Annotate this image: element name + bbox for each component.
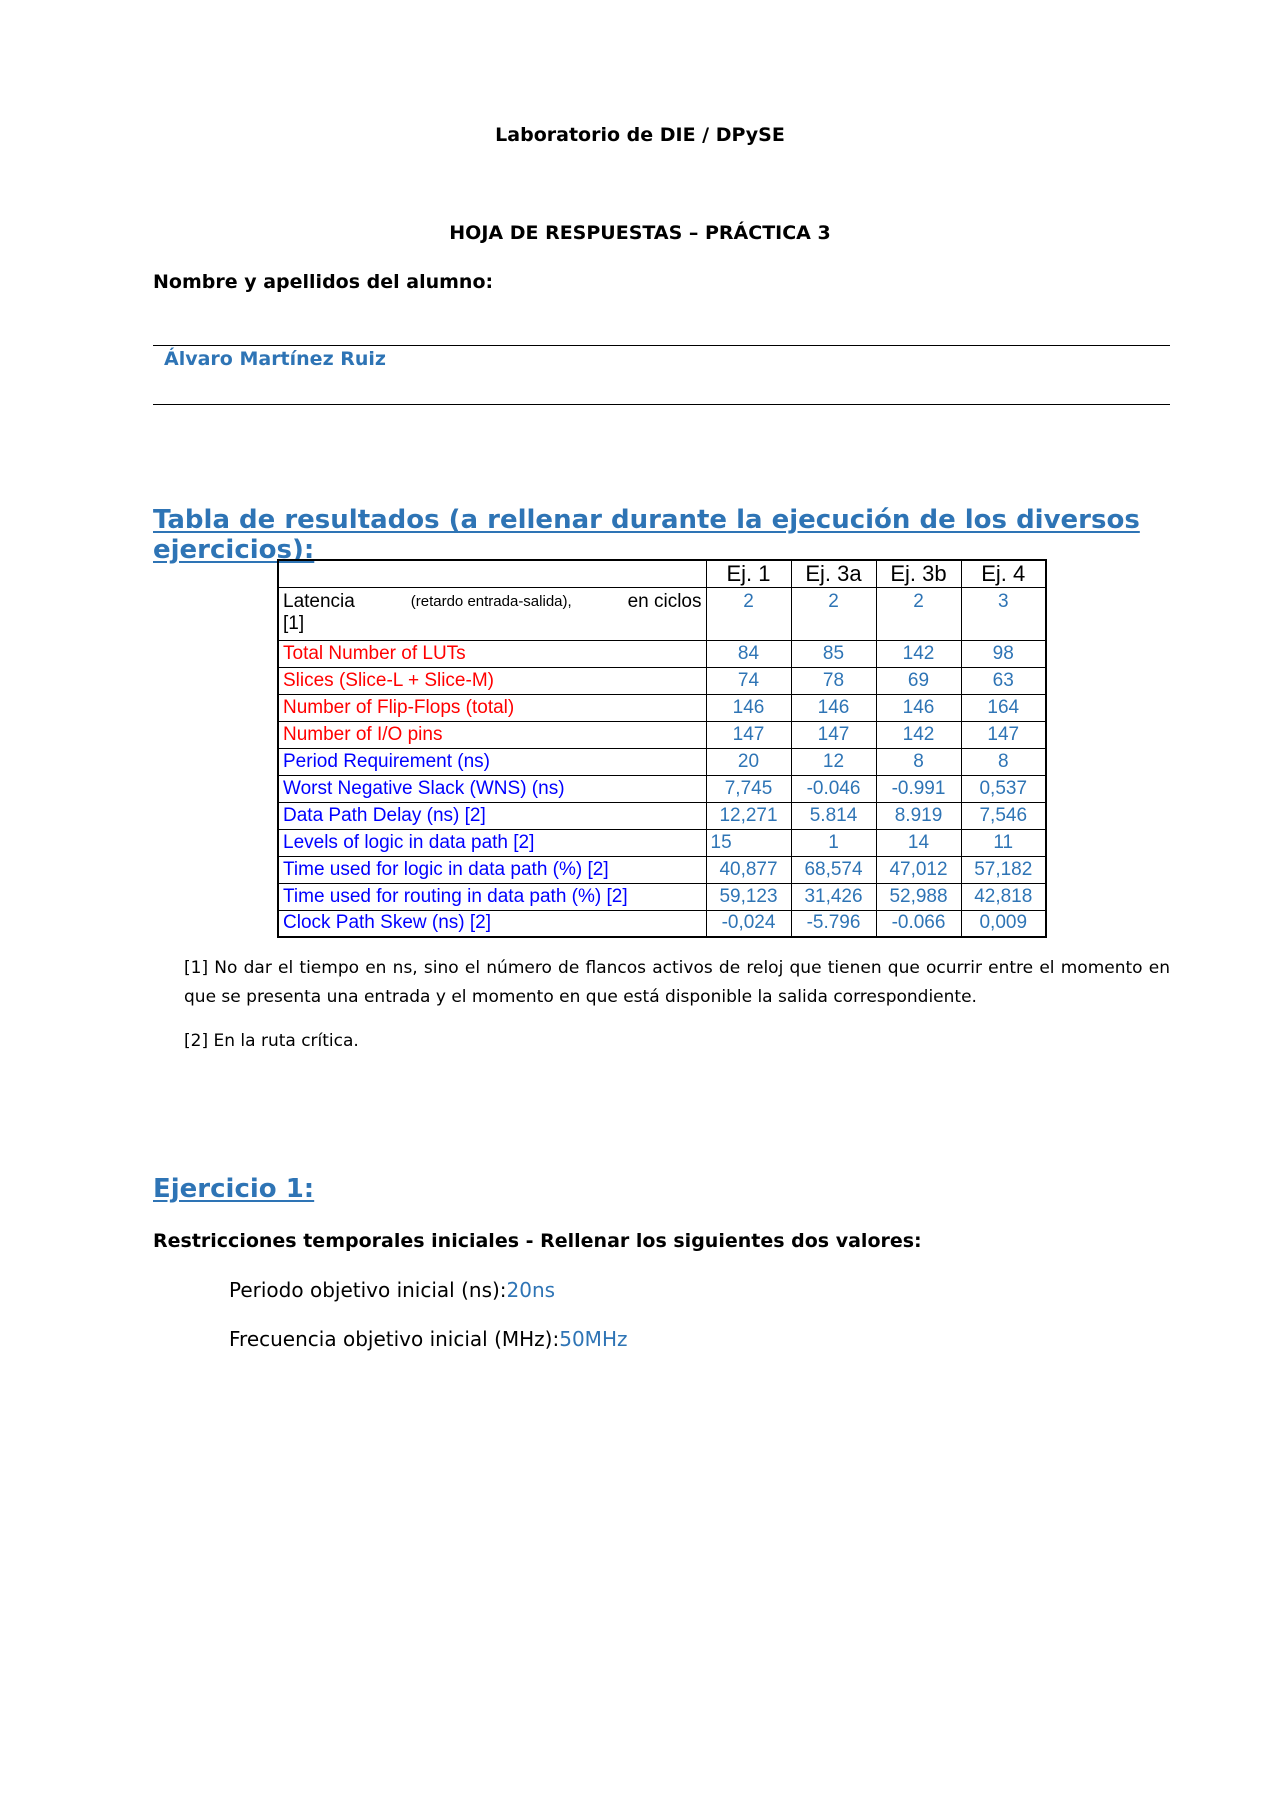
table-cell[interactable]: 142 <box>876 640 961 667</box>
table-cell[interactable]: 2 <box>791 587 876 640</box>
row-label-latency <box>278 587 706 640</box>
table-cell[interactable]: 142 <box>876 721 961 748</box>
table-cell[interactable]: 84 <box>706 640 791 667</box>
table-cell[interactable]: 69 <box>876 667 961 694</box>
table-header-row <box>278 560 1046 587</box>
table-row <box>278 640 1046 667</box>
table-row-latency <box>278 587 1046 640</box>
table-row <box>278 856 1046 883</box>
sheet-title: HOJA DE RESPUESTAS – PRÁCTICA 3 <box>449 222 831 244</box>
student-name-field[interactable]: Álvaro Martínez Ruiz <box>164 348 386 370</box>
table-cell[interactable]: 0,537 <box>961 775 1046 802</box>
table-cell[interactable]: 40,877 <box>706 856 791 883</box>
row-label: Slices (Slice-L + Slice-M) <box>278 667 706 694</box>
table-cell[interactable]: 11 <box>961 829 1046 856</box>
row-label: Number of I/O pins <box>278 721 706 748</box>
latency-label-paren: (retardo entrada-salida), <box>410 592 572 610</box>
table-cell[interactable]: 14 <box>876 829 961 856</box>
table-cell[interactable]: 146 <box>706 694 791 721</box>
results-table <box>277 559 1047 938</box>
table-cell[interactable]: 8 <box>961 748 1046 775</box>
table-cell[interactable]: 2 <box>706 587 791 640</box>
table-cell[interactable]: 78 <box>791 667 876 694</box>
table-cell[interactable]: 147 <box>791 721 876 748</box>
table-cell[interactable]: -0,024 <box>706 910 791 937</box>
table-row <box>278 829 1046 856</box>
row-label: Levels of logic in data path [2] <box>278 829 706 856</box>
table-cell[interactable]: -5.796 <box>791 910 876 937</box>
row-label: Worst Negative Slack (WNS) (ns) <box>278 775 706 802</box>
table-cell[interactable]: 146 <box>791 694 876 721</box>
row-label: Data Path Delay (ns) [2] <box>278 802 706 829</box>
table-cell[interactable]: 12 <box>791 748 876 775</box>
table-cell[interactable]: 63 <box>961 667 1046 694</box>
table-cell[interactable]: -0.066 <box>876 910 961 937</box>
column-header: Ej. 1 <box>706 560 791 587</box>
table-cell[interactable]: 68,574 <box>791 856 876 883</box>
table-cell[interactable]: 59,123 <box>706 883 791 910</box>
table-cell[interactable]: 57,182 <box>961 856 1046 883</box>
table-cell[interactable]: 1 <box>791 829 876 856</box>
table-row <box>278 694 1046 721</box>
results-heading: Tabla de resultados (a rellenar durante la ejecución de los diversos ejercicios): <box>153 505 1140 565</box>
footnote-1: [1] No dar el tiempo en ns, sino el número de flancos activos de reloj que tienen que ocurrir entre el momento en que se presenta una entrada y el momento en que está disponible la salida correspondiente. <box>184 958 1170 1007</box>
latency-label-main: Latencia <box>283 590 355 612</box>
row-label: Time used for logic in data path (%) [2] <box>278 856 706 883</box>
lab-title: Laboratorio de DIE / DPySE <box>495 124 785 146</box>
table-cell[interactable]: -0.991 <box>876 775 961 802</box>
frequency-label: Frecuencia objetivo inicial (MHz): <box>229 1327 560 1351</box>
table-cell[interactable]: -0.046 <box>791 775 876 802</box>
period-field <box>229 1278 555 1302</box>
table-cell[interactable]: 147 <box>961 721 1046 748</box>
table-cell[interactable]: 164 <box>961 694 1046 721</box>
table-cell[interactable]: 74 <box>706 667 791 694</box>
row-label: Number of Flip-Flops (total) <box>278 694 706 721</box>
table-cell[interactable]: 31,426 <box>791 883 876 910</box>
exercise1-heading: Ejercicio 1: <box>153 1174 315 1204</box>
frequency-field <box>229 1327 627 1351</box>
footnote-2: [2] En la ruta crítica. <box>184 1031 359 1051</box>
constraints-label: Restricciones temporales iniciales - Rellenar los siguientes dos valores: <box>153 1230 922 1252</box>
latency-label-tail-2: [1] <box>283 612 305 634</box>
table-row <box>278 775 1046 802</box>
table-row <box>278 802 1046 829</box>
row-label: Clock Path Skew (ns) [2] <box>278 910 706 937</box>
column-header: Ej. 3a <box>791 560 876 587</box>
row-label: Total Number of LUTs <box>278 640 706 667</box>
student-name-label: Nombre y apellidos del alumno: <box>153 271 494 293</box>
column-header: Ej. 4 <box>961 560 1046 587</box>
period-label: Periodo objetivo inicial (ns): <box>229 1278 507 1302</box>
column-header: Ej. 3b <box>876 560 961 587</box>
table-cell[interactable]: 15 <box>706 829 791 856</box>
table-cell[interactable]: 147 <box>706 721 791 748</box>
table-cell[interactable]: 8 <box>876 748 961 775</box>
table-cell[interactable]: 47,012 <box>876 856 961 883</box>
table-cell[interactable]: 20 <box>706 748 791 775</box>
table-cell[interactable]: 7,745 <box>706 775 791 802</box>
row-label: Period Requirement (ns) <box>278 748 706 775</box>
name-line-top <box>153 345 1170 346</box>
table-cell[interactable]: 12,271 <box>706 802 791 829</box>
table-cell[interactable]: 146 <box>876 694 961 721</box>
table-header-empty <box>278 560 706 587</box>
table-cell[interactable]: 98 <box>961 640 1046 667</box>
frequency-value[interactable]: 50MHz <box>559 1327 628 1351</box>
latency-label-tail-1: en ciclos <box>627 590 702 612</box>
table-cell[interactable]: 0,009 <box>961 910 1046 937</box>
table-cell[interactable]: 2 <box>876 587 961 640</box>
table-row <box>278 667 1046 694</box>
table-row <box>278 883 1046 910</box>
row-label: Time used for routing in data path (%) [2] <box>278 883 706 910</box>
table-row <box>278 910 1046 937</box>
name-line-bottom <box>153 404 1170 405</box>
table-row <box>278 721 1046 748</box>
table-cell[interactable]: 8.919 <box>876 802 961 829</box>
table-cell[interactable]: 3 <box>961 587 1046 640</box>
table-cell[interactable]: 42,818 <box>961 883 1046 910</box>
period-value[interactable]: 20ns <box>506 1278 556 1302</box>
table-cell[interactable]: 52,988 <box>876 883 961 910</box>
table-cell[interactable]: 85 <box>791 640 876 667</box>
table-cell[interactable]: 7,546 <box>961 802 1046 829</box>
table-cell[interactable]: 5.814 <box>791 802 876 829</box>
table-row <box>278 748 1046 775</box>
